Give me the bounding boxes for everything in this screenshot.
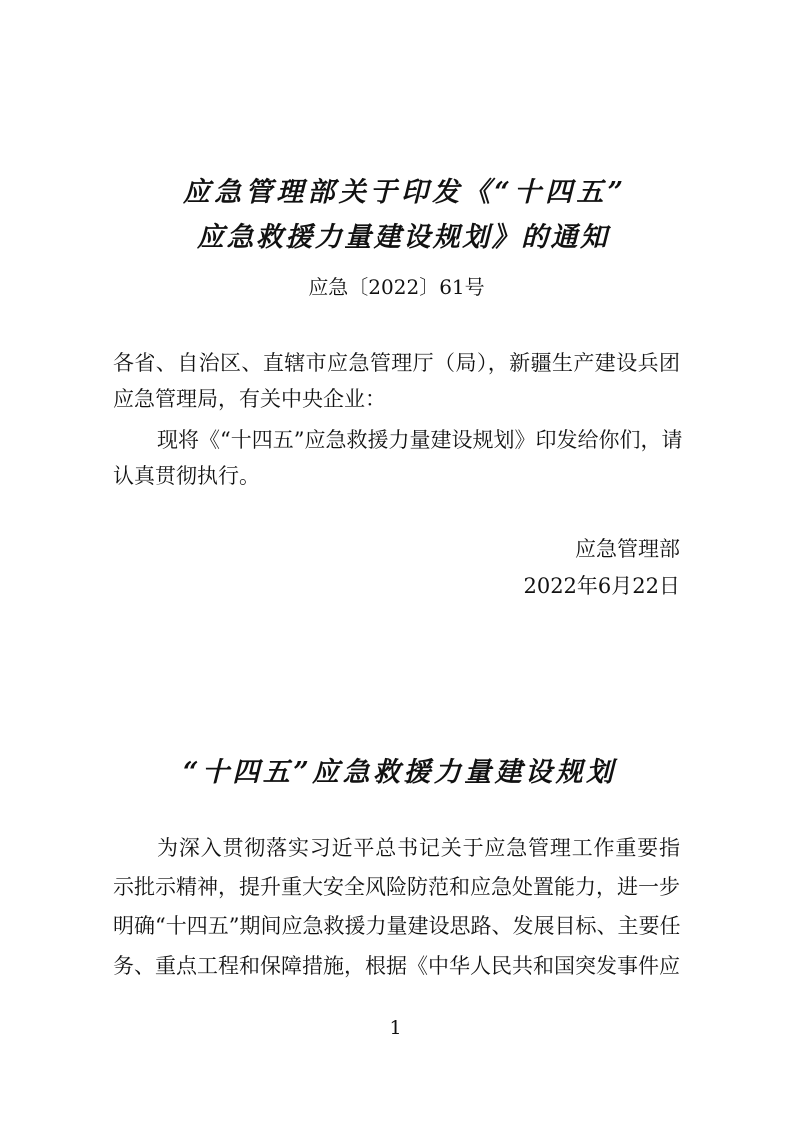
plan-title: “十四五”应急救援力量建设规划 bbox=[183, 757, 613, 788]
notice-body-line: 应急管理局，有关中央企业： bbox=[113, 387, 386, 411]
page-number: 1 bbox=[389, 1017, 402, 1039]
plan-body-line: 务、重点工程和保障措施，根据《中华人民共和国突发事件应 bbox=[113, 954, 680, 978]
notice-title-line-1: 应急管理部关于印发《“十四五” bbox=[183, 177, 623, 208]
notice-title-line-2: 应急救援力量建设规划》的通知 bbox=[197, 222, 607, 253]
signature: 应急管理部 bbox=[575, 537, 680, 561]
plan-body-line: 示批示精神，提升重大安全风险防范和应急处置能力，进一步 bbox=[113, 875, 680, 899]
notice-body-line: 现将《“十四五”应急救援力量建设规划》印发给你们，请 bbox=[157, 428, 683, 452]
notice-body-line: 认真贯彻执行。 bbox=[113, 464, 260, 488]
notice-body-line: 各省、自治区、直辖市应急管理厅（局），新疆生产建设兵团 bbox=[113, 351, 680, 375]
date: 2022年6月22日 bbox=[523, 574, 680, 598]
plan-body-line: 明确“十四五”期间应急救援力量建设思路、发展目标、主要任 bbox=[113, 914, 681, 938]
plan-body-line: 为深入贯彻落实习近平总书记关于应急管理工作重要指 bbox=[157, 836, 680, 860]
doc-number: 应急〔2022〕61号 bbox=[308, 275, 485, 299]
